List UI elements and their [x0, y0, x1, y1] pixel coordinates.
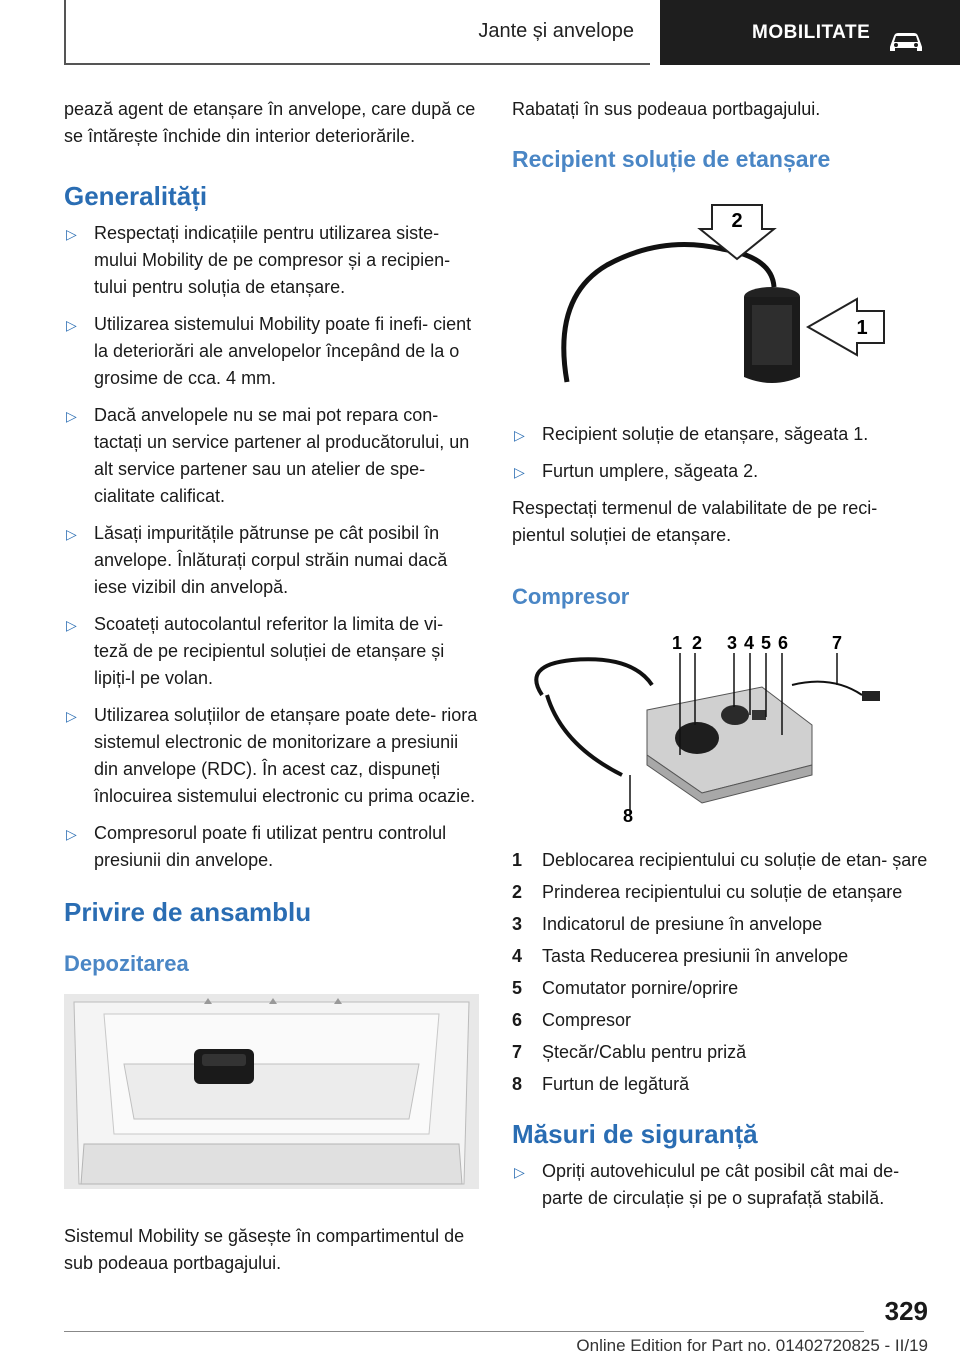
arrow-label: 1 [856, 317, 868, 339]
bullet-triangle-icon: ▷ [66, 708, 77, 724]
bullet-triangle-icon: ▷ [66, 226, 77, 242]
bullet-triangle-icon: ▷ [66, 617, 77, 633]
bullet-triangle-icon: ▷ [66, 526, 77, 542]
list-item: ▷ Scoateți autocolantul referitor la limita de vi‐ teză de pe recipientul soluției de etanșare și lipiți-l pe volan. [66, 614, 445, 688]
header-chapter-title: MOBILITATE [752, 21, 871, 43]
list-item: ▷ Compresorul poate fi utilizat pentru controlul presiunii din anvelope. [66, 823, 447, 870]
list-item: ▷ Furtun umplere, săgeata 2. [512, 458, 928, 485]
legend-item: 6 Compresor [512, 1010, 632, 1030]
legend-item: 2 Prinderea recipientului cu soluție de etanșare [512, 882, 903, 902]
list-item: ▷ Opriți autovehiculul pe cât posibil cât mai de‐ parte de circulație și pe o suprafață stabilă. [514, 1161, 900, 1208]
list-item: ▷ Lăsați impuritățile pătrunse pe cât posibil în anvelope. Înlăturați corpul străin numai dacă iese vizibil din anvelopă. [66, 523, 448, 597]
right-column [512, 96, 928, 1222]
generalities-heading: Generalități [64, 181, 208, 211]
edition-footer: Online Edition for Part no. 01402720825 - II/19 [576, 1336, 928, 1355]
callout-label: 5 [760, 633, 772, 653]
left-column [64, 96, 479, 1277]
trunk-illustration [64, 994, 479, 1209]
callout-label: 1 [671, 633, 683, 653]
compressor-illustration [512, 625, 928, 825]
container-list [512, 421, 928, 485]
callout-label: 7 [831, 633, 843, 653]
legend-item: 1 Deblocarea recipientului cu soluție de etan‐ șare [512, 850, 928, 870]
intro-paragraph: pează agent de etanșare în anvelope, care după ce se întărește închide din interior deteriorările. [64, 99, 476, 146]
header-divider-bottom [64, 63, 650, 65]
callout-label: 4 [743, 633, 755, 653]
bullet-triangle-icon: ▷ [66, 826, 77, 842]
callout-label: 2 [691, 633, 703, 653]
car-icon [887, 30, 925, 52]
generalities-list [64, 220, 479, 874]
expiry-paragraph: Respectați termenul de valabilitate de pe reci‐ pientul soluției de etanșare. [512, 498, 878, 545]
arrow-label: 2 [731, 210, 743, 232]
page-number: 329 [884, 1296, 928, 1326]
legend-item: 4 Tasta Reducerea presiunii în anvelope [512, 946, 849, 966]
list-item: ▷ Dacă anvelopele nu se mai pot repara con‐ tactați un service partener al producătorului, un alt service partener sau un atelier de spe‐ cialitate calificat. [66, 405, 470, 506]
list-item: ▷ Recipient soluție de etanșare, săgeata 1. [512, 421, 928, 448]
sealant-container-illustration [512, 187, 928, 407]
safety-list [512, 1158, 928, 1212]
callout-label: 6 [777, 633, 789, 653]
compressor-heading: Compresor [512, 584, 630, 609]
bullet-triangle-icon: ▷ [514, 1164, 525, 1180]
list-item: ▷ Utilizarea sistemului Mobility poate fi inefi‐ cient la deteriorări ale anvelopelor începând de la o grosime de cca. 4 mm. [66, 314, 472, 388]
legend-item: 3 Indicatorul de presiune în anvelope [512, 914, 823, 934]
overview-heading: Privire de ansamblu [64, 897, 312, 927]
bullet-triangle-icon: ▷ [66, 317, 77, 333]
callout-label: 8 [622, 806, 634, 825]
storage-heading: Depozitarea [64, 951, 189, 976]
footer-divider [64, 1331, 864, 1332]
legend-item: 8 Furtun de legătură [512, 1074, 690, 1094]
storage-paragraph: Sistemul Mobility se găsește în compartimentul de sub podeaua portbagajului. [64, 1226, 465, 1273]
bullet-triangle-icon: ▷ [66, 408, 77, 424]
header-section-title: Jante și anvelope [478, 20, 634, 42]
bullet-triangle-icon: ▷ [514, 427, 525, 443]
callout-label: 3 [726, 633, 738, 653]
list-item: ▷ Respectați indicațiile pentru utilizarea siste‐ mului Mobility de pe compresor și a recipien‐ tului pentru soluția de etanșare. [66, 223, 451, 297]
safety-heading: Măsuri de siguranță [512, 1119, 758, 1149]
bullet-triangle-icon: ▷ [514, 464, 525, 480]
legend-item: 5 Comutator pornire/oprire [512, 978, 739, 998]
compressor-legend [512, 847, 928, 1098]
container-heading: Recipient soluție de etanșare [512, 146, 831, 172]
list-item: ▷ Utilizarea soluțiilor de etanșare poate dete‐ riora sistemul electronic de monitorizare a presiunii din anvelope (RDC). În acest caz, dispuneți înlocuirea sistemului electronic cu prima ocazie. [66, 705, 478, 806]
fold-paragraph: Rabatați în sus podeaua portbagajului. [512, 99, 821, 119]
legend-item: 7 Ștecăr/Cablu pentru priză [512, 1042, 747, 1062]
